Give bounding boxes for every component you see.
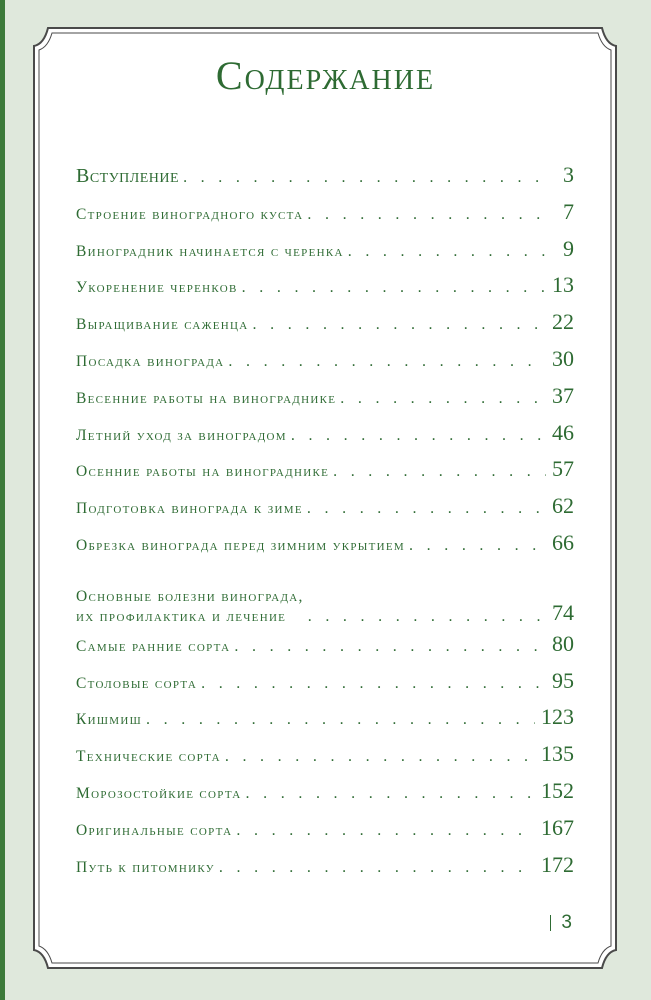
- toc-entry-page: 3: [563, 162, 574, 187]
- toc-entry-page: 95: [552, 667, 574, 693]
- page-number: 3: [561, 912, 572, 933]
- toc-entry-page: 7: [563, 198, 574, 224]
- toc-entry[interactable]: [76, 272, 574, 309]
- toc-entry-label: Обрезка винограда перед зимним укрытием: [76, 536, 406, 554]
- toc-leader-dots: [348, 243, 548, 261]
- toc-leader-dots: [253, 316, 546, 334]
- toc-entry-page: 13: [552, 272, 574, 298]
- toc-leader-dots: [409, 537, 546, 555]
- toc-entry-label: Посадка винограда: [76, 352, 225, 370]
- toc-entry[interactable]: [76, 346, 574, 383]
- toc-entry[interactable]: [76, 631, 574, 668]
- toc-leader-dots: [307, 500, 546, 518]
- toc-entry-label-line2: их профилактика и лечение: [76, 607, 287, 625]
- toc-entry-page: 37: [552, 382, 574, 408]
- toc-leader-dots: [307, 206, 548, 224]
- toc-entry[interactable]: [76, 420, 574, 457]
- toc-entry-label: Выращивание саженца: [76, 316, 249, 334]
- toc-entry-page: 167: [541, 814, 574, 840]
- toc-entry-page: 152: [541, 777, 574, 803]
- toc-leader-dots: [219, 859, 535, 877]
- toc-entry-label-line1: Основные болезни винограда,: [76, 587, 304, 605]
- toc-entry[interactable]: [76, 309, 574, 346]
- toc-leader-dots: [225, 748, 535, 766]
- toc-entry-page: 135: [541, 741, 574, 767]
- toc-entry-label: Строение виноградного куста: [76, 205, 304, 223]
- toc-entry[interactable]: [76, 815, 574, 852]
- toc-leader-dots: [291, 427, 546, 445]
- toc-entry-label: Кишмиш: [76, 711, 143, 729]
- toc-entry-page: 62: [552, 493, 574, 519]
- toc-entry-label: Осенние работы на винограднике: [76, 463, 330, 481]
- toc-entry-page: 46: [552, 419, 574, 445]
- toc-entry-page: 80: [552, 630, 574, 656]
- toc-entry[interactable]: [76, 493, 574, 530]
- toc-entry[interactable]: [76, 778, 574, 815]
- toc-leader-dots: [308, 608, 546, 626]
- toc-entry-label: Летний уход за виноградом: [76, 426, 287, 444]
- toc-entry-page: 74: [552, 599, 574, 625]
- toc-entry[interactable]: [76, 530, 574, 567]
- page-footer: [550, 912, 572, 934]
- toc-entry-page: 30: [552, 345, 574, 371]
- table-of-contents: [76, 162, 574, 888]
- toc-leader-dots: [236, 822, 535, 840]
- toc-entry-label: Виноградник начинается с черенка: [76, 242, 344, 260]
- toc-entry-page: 22: [552, 309, 574, 335]
- toc-leader-dots: [146, 711, 535, 729]
- toc-entry[interactable]: [76, 456, 574, 493]
- left-edge-bar: [0, 0, 5, 1000]
- toc-entry[interactable]: [76, 199, 574, 236]
- toc-leader-dots: [246, 785, 535, 803]
- toc-leader-dots: [234, 638, 546, 656]
- toc-entry[interactable]: [76, 741, 574, 778]
- toc-entry-label: Морозостойкие сорта: [76, 784, 242, 802]
- toc-entry-page: 9: [563, 235, 574, 261]
- page-title: Содержание: [215, 53, 436, 98]
- toc-entry-label: [76, 586, 304, 626]
- toc-entry[interactable]: [76, 668, 574, 705]
- toc-leader-dots: [340, 390, 546, 408]
- toc-entry-page: 57: [552, 456, 574, 482]
- toc-leader-dots: [201, 675, 546, 693]
- toc-entry-label: Технические сорта: [76, 748, 221, 766]
- toc-leader-dots: [183, 169, 548, 187]
- toc-leader-dots: [242, 279, 546, 297]
- toc-entry-page: 66: [552, 529, 574, 555]
- toc-leader-dots: [228, 353, 546, 371]
- toc-entry-label: Столовые сорта: [76, 674, 198, 692]
- toc-entry[interactable]: [76, 704, 574, 741]
- toc-entry-label: Самые ранние сорта: [76, 637, 231, 655]
- toc-entry[interactable]: [76, 383, 574, 420]
- toc-entry[interactable]: [76, 852, 574, 889]
- toc-entry-page: 123: [541, 704, 574, 730]
- footer-divider: [550, 915, 551, 931]
- toc-leader-dots: [333, 463, 546, 481]
- toc-entry-label: Весенние работы на винограднике: [76, 389, 337, 407]
- toc-entry-page: 172: [541, 851, 574, 877]
- toc-entry[interactable]: [76, 236, 574, 273]
- toc-entry-label: Вступление: [76, 165, 180, 187]
- toc-entry-label: Укоренение черенков: [76, 279, 238, 297]
- toc-entry[interactable]: [76, 162, 574, 199]
- toc-entry-label: Путь к питомнику: [76, 858, 215, 876]
- toc-entry-label: Оригинальные сорта: [76, 821, 233, 839]
- toc-entry[interactable]: [76, 567, 574, 631]
- toc-entry-label: Подготовка винограда к зиме: [76, 500, 303, 518]
